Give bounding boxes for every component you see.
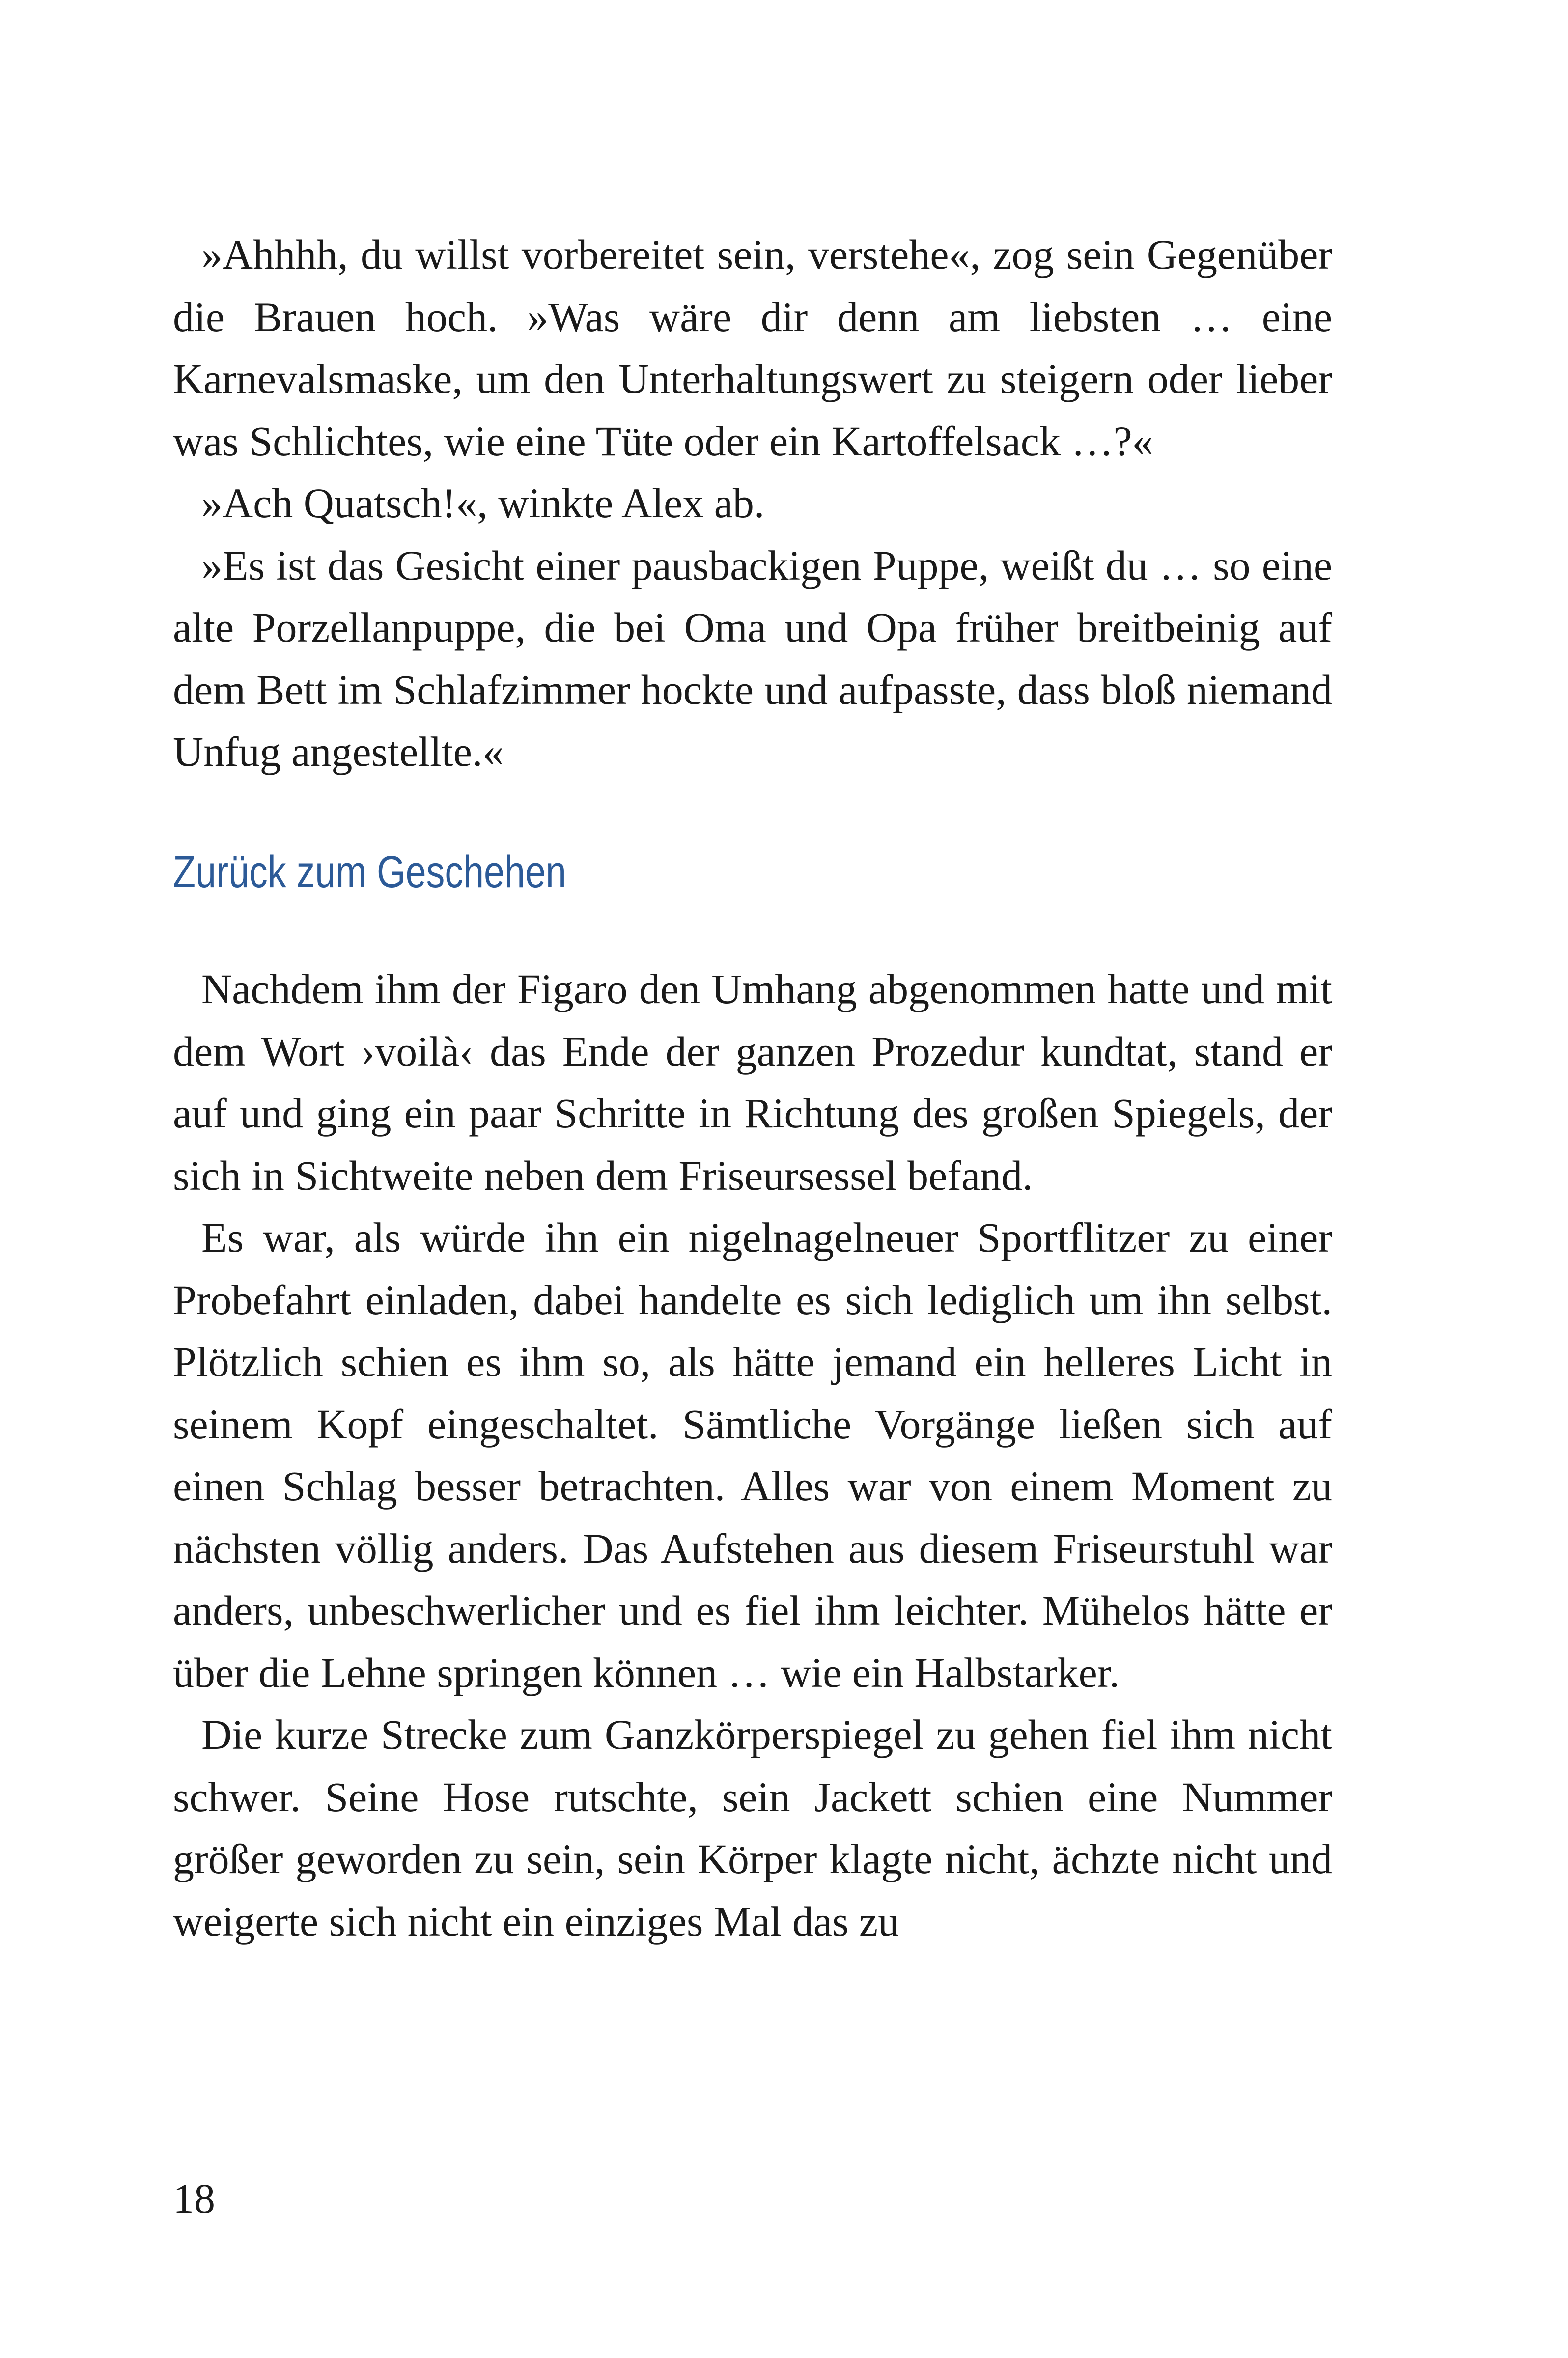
paragraph: »Ahhhh, du willst vorbereitet sein, verstehe«, zog sein Gegenüber die Brauen hoch. »Was wäre dir denn am liebsten … eine Karnevalsmaske, um den Unterhaltungswert zu steigern oder lieber was Schlichtes, wie eine Tüte oder ein Kartoffelsack …?« xyxy=(173,231,1332,465)
section-heading: Zurück zum Geschehen xyxy=(173,847,566,897)
paragraph: Es war, als würde ihn ein nigelnagelneuer Sportflitzer zu einer Probefahrt einladen, dabei handelte es sich lediglich um ihn selbst. Plötzlich schien es ihm so, als hätte jemand ein helleres Licht in seinem Kopf eingeschaltet. Sämtliche Vorgänge ließen sich auf einen Schlag besser betrachten. Alles war von einem Moment zu nächsten völlig anders. Das Aufstehen aus diesem Friseurstuhl war anders, unbeschwerlicher und es fiel ihm leichter. Mühelos hätte er über die Lehne springen können … wie ein Halbstarker. xyxy=(173,1214,1332,1696)
paragraph: Nachdem ihm der Figaro den Umhang abgenommen hatte und mit dem Wort ›voilà‹ das Ende der ganzen Prozedur kundtat, stand er auf und ging ein paar Schritte in Richtung des großen Spiegels, der sich in Sichtweite neben dem Friseursessel befand. xyxy=(173,965,1332,1199)
page-number: 18 xyxy=(173,2175,215,2222)
paragraph: »Ach Quatsch!«, winkte Alex ab. xyxy=(201,479,765,527)
text-block-top xyxy=(173,224,1332,783)
paragraph: »Es ist das Gesicht einer pausbackigen Puppe, weißt du … so eine alte Porzellanpuppe, die bei Oma und Opa früher breitbeinig auf dem Bett im Schlafzimmer hockte und aufpasste, dass bloß niemand Unfug angestellte.« xyxy=(173,541,1332,775)
text-block-main xyxy=(173,958,1332,1952)
paragraph: Die kurze Strecke zum Ganzkörperspiegel zu gehen fiel ihm nicht schwer. Seine Hose rutschte, sein Jackett schien eine Nummer größer geworden zu sein, sein Körper klagte nicht, ächzte nicht und weigerte sich nicht ein einziges Mal das zu xyxy=(173,1711,1332,1945)
